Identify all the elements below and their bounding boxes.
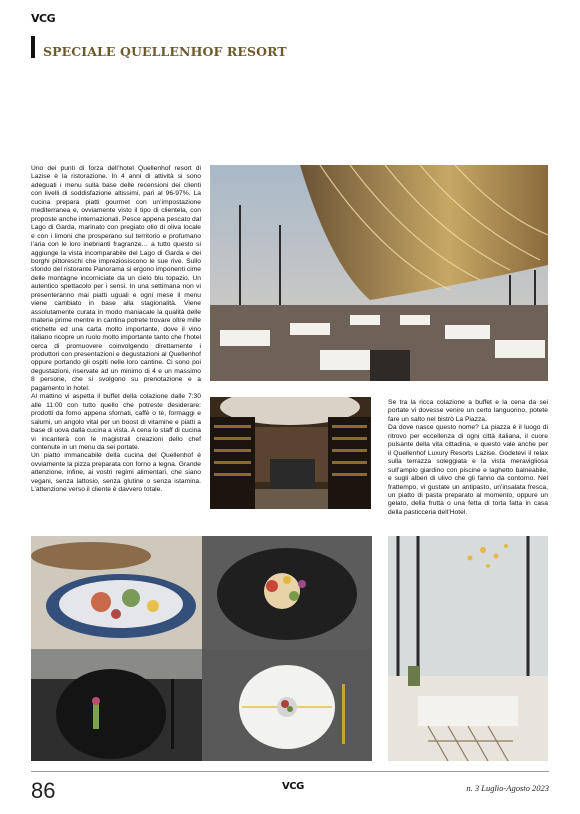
article-paragraph: Al mattino vi aspetta il buffet della colazione dalle 7:30 alle 11:00 con tutto quello che potreste desiderare: prodotti da forno appena sfornati, caffè o tè, formaggi e salumi, un angolo vital per un boost di vitamine e piatti a base di uova dalla cucina a vista. A cena lo staff di cucina vi incanterà con le magistrali creazioni dello chef contenute in un menu da sei portate. <box>31 393 201 451</box>
dish-photo-1 <box>31 536 202 649</box>
dish-photo-2 <box>202 536 372 649</box>
article-paragraph: Se tra la ricca colazione a buffet e la cena da sei portate vi dovesse venire un certo languorino, potete fare un salto nel bistrò La Piazza. <box>388 399 548 423</box>
issue-info: n. 3 Luglio-Agosto 2023 <box>466 783 549 793</box>
dish-photo-3 <box>31 649 202 761</box>
section-title: SPECIALE QUELLENHOF RESORT <box>43 44 287 59</box>
page-number: 86 <box>31 778 56 803</box>
article-paragraph: Un piatto immancabile della cucina del Quellenhof è ovviamente la pizza preparata con forno a legna. Grande attenzione, infine, ai vostri regimi alimentari, che siano vegani, senza lattosio, senza glutine o senza istamina. L’attenzione verso il cliente è davvero totale. <box>31 452 201 494</box>
dish-photo-4 <box>202 649 372 761</box>
magazine-logo: VCG <box>31 12 56 25</box>
footer-logo: VCG <box>282 781 304 792</box>
article-paragraph: Da dove nasce questo nome? La piazza è il luogo di ritrovo per eccellenza di ogni città italiana, il cuore pulsante della vita cittadina, e questo vale anche per il Quellenhof Luxury Resorts Lazise. Godetevi il relax sulla terrazza soleggiata e la vista meravigliosa sull’ampio giardino con piscine e laghetto balneabile, e sugli alberi di ulivo che gli fanno da contorno. Nel frattempo, vi gustate un antipasto, un’insalata fresca, un piatto di pasta preparato al momento, oppure un gelato, della frutta o una fetta di torta fatta in casa della pasticceria dell’Hotel. <box>388 424 548 516</box>
wine-cellar-photo <box>210 397 371 509</box>
section-marker-bar <box>31 36 35 58</box>
article-paragraph: Uno dei punti di forza dell’hotel Quellenhof resort di Lazise è la ristorazione. In 4 anni di attività si sono adeguati i menu sulla base delle recensioni dei clienti con livelli di soddisfazione altissimi, pari al 96-97%. La cucina prepara piatti gourmet con un’impostazione mediterranea e, ovviamente visto il tipo di clientela, con proposte anche internazionali. Pesce appena pescato dal Lago di Garda, marinato con pregiato olio di oliva locale e con i limoni che prosperano sul territorio e profumano l’aria con le loro inebrianti fragranze… a tutto questo si aggiunge la vista incomparabile del Lago di Garda e dei borghi pittoreschi che impreziosiscono le sue rive. Sullo sfondo del ristorante Panorama si ergono imponenti cime delle montagne incorniciate da un cielo blu topazio. Un autentico spettacolo per i sensi. In una settimana non vi presenteranno mai piatti uguali e ogni mese il menu viene cambiato in base alla stagionalità. Viene assolutamente curata in modo maniacale la qualità delle materie prime mentre in cantina potrete trovare oltre mille etichette ed una carta molto importante, dove il vino italiano ricopre un ruolo molto importante tanto che l’hotel cerca di promuovere coinvolgendo direttamente i produttori con presentazioni e degustazioni al Quellenhof oppure portando gli ospiti nelle loro cantine. Ci sono poi degustazioni, riservate ad un minimo di 4 e un massimo 8 persone, che si svolgono su prenotazione e a pagamento in hotel. <box>31 165 201 392</box>
footer-rule <box>31 771 549 772</box>
article-column-left <box>31 165 201 495</box>
article-column-right <box>388 399 548 517</box>
bistro-terrace-photo <box>388 536 548 761</box>
restaurant-panorama-photo <box>210 165 548 381</box>
